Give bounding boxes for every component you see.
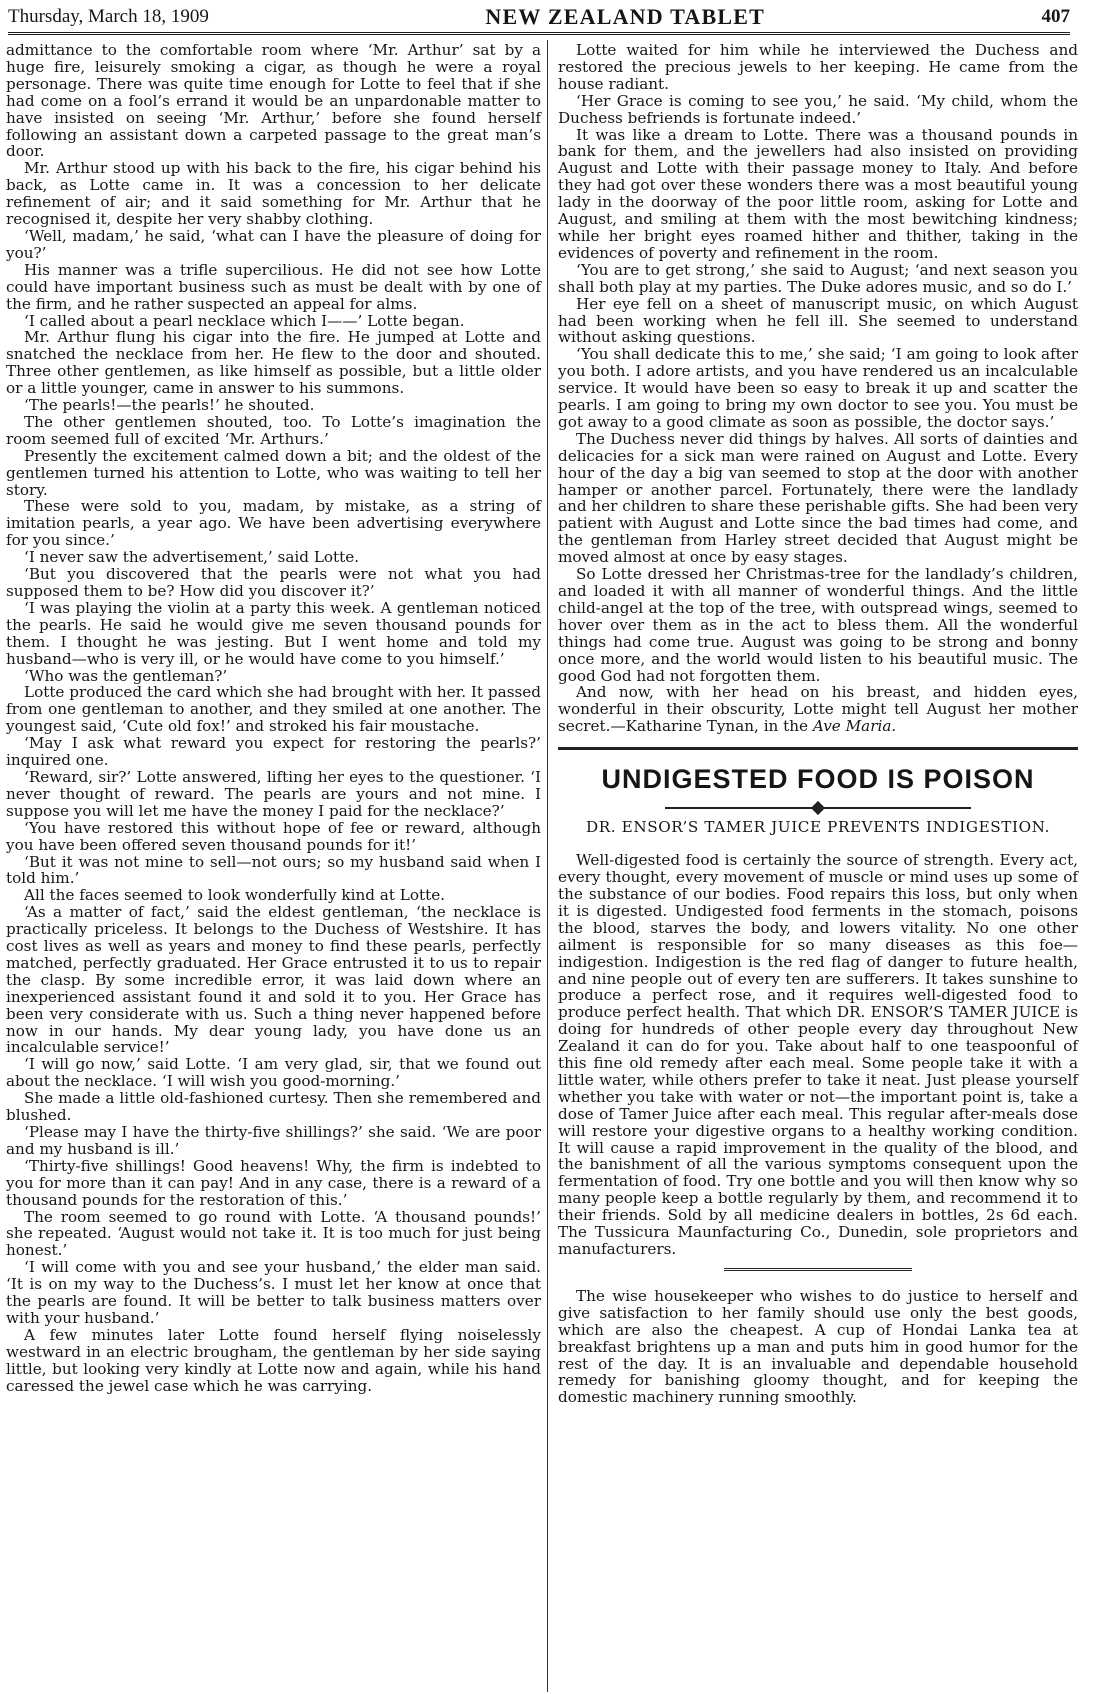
section-divider [724, 1268, 912, 1274]
story-paragraph: These were sold to you, madam, by mistake, as a string of imitation pearls, a year ago. We have been advertising everywhere for you since.’ [6, 497, 541, 550]
story-paragraph: Mr. Arthur stood up with his back to the fire, his cigar behind his back, as Lotte came in. It was a concession to her delicate refinement of air; and it said something for Mr. Arthur that he recognised it, despite her very shabby clothing. [6, 159, 541, 229]
story-paragraph: admittance to the comfortable room where ‘Mr. Arthur’ sat by a huge fire, leisurely smoking a cigar, as though he were a royal personage. There was quite time enough for Lotte to feel that if she had come on a fool’s errand it would be an unpardonable matter to have insisted on seeing ‘Mr. Arthur,’ before she found herself following an assistant down a carpeted passage to the great man’s door. [6, 41, 541, 161]
story-paragraph: All the faces seemed to look wonderfully kind at Lotte. [24, 886, 446, 905]
story-paragraph: It was like a dream to Lotte. There was a thousand pounds in bank for them, and the jewellers had also insisted on providing August and Lotte with their passage money to Italy. And before they had got over these wonders there was a most beautiful young lady in the doorway of the poor little room, asking for Lotte and August, and smiling at them with the most bewitching kindness; while her bright eyes roamed hither and thither, taking in the evidences of poverty and refinement in the room. [558, 125, 1078, 262]
story-paragraph: ‘May I ask what reward you expect for restoring the pearls?’ inquired one. [6, 734, 541, 770]
story-paragraph: Lotte waited for him while he interviewed the Duchess and restored the precious jewels to her keeping. He came from the house radiant. [558, 41, 1078, 93]
story-paragraph: ‘You are to get strong,’ she said to August; ‘and next season you shall both play at my parties. The Duke adores music, and so do I.’ [558, 260, 1078, 296]
story-paragraph: Lotte produced the card which she had brought with her. It passed from one gentleman to another, and they smiled at one another. The youngest said, ‘Cute old fox!’ and stroked his fair moustache. [6, 683, 541, 736]
rule-line [665, 807, 815, 809]
story-closing-paragraph [558, 684, 1078, 735]
story-paragraph: The room seemed to go round with Lotte. ‘A thousand pounds!’ she repeated. ‘August would not take it. It is too much for just being honest.’ [6, 1207, 541, 1260]
story-paragraph: ‘Well, madam,’ he said, ‘what can I have the pleasure of doing for you?’ [6, 226, 541, 262]
newspaper-title: NEW ZEALAND TABLET [485, 4, 765, 29]
story-paragraph: ‘I will come with you and see your husband,’ the elder man said. ‘It is on my way to the Duchess’s. I must let her know at once that the pearls are found. It will be better to talk business matters over with your husband.’ [6, 1258, 541, 1327]
right-column [558, 42, 1078, 1406]
story-paragraph: ‘Thirty-five shillings! Good heavens! Why, the firm is indebted to you for more than it can pay! And in any case, there is a reward of a thousand pounds for the restoration of this.’ [6, 1156, 541, 1209]
page-number: 407 [1041, 6, 1070, 27]
story-paragraph: ‘Who was the gentleman?’ [24, 666, 228, 685]
story-paragraph: ‘I never saw the advertisement,’ said Lotte. [24, 548, 360, 567]
story-paragraph: Mr. Arthur flung his cigar into the fire. He jumped at Lotte and snatched the necklace from her. He flew to the door and shouted. Three other gentlemen, as like himself as possible, but a little older or a little younger, came in answer to his summons. [6, 328, 541, 398]
story-paragraph: ‘The pearls!—the pearls!’ he shouted. [24, 396, 315, 415]
story-paragraph: A few minutes later Lotte found herself flying noiselessly westward in an electric brougham, the gentleman by her side saying little, but looking very kindly at Lotte now and again, while his hand caressed the jewel case which he was carrying. [6, 1325, 541, 1395]
advert-body: Well-digested food is certainly the source of strength. Every act, every thought, every movement of muscle or mind uses up some of the substance of our bodies. Food repairs this loss, but only when it is digested. Undigested food ferments in the stomach, poisons the blood, starves the body, and lowers vitality. No one other ailment is responsible for so many diseases as this foe—indigestion. Indigestion is the red flag of danger to future health, and nine people out of every ten are sufferers. It takes sunshine to produce a perfect rose, and it requires well-digested food to produce perfect health. That which DR. ENSOR’S TAMER JUICE is doing for hundreds of other people every day throughout New Zealand it can do for you. Take about half to one teaspoonful of this fine old remedy after each meal. Some people take it with a little water, while others prefer to take it neat. Just please yourself whether you take with water or not—the important point is, take a dose of Tamer Juice after each meal. This regular after-meals dose will restore your digestive organs to a healthy working condition. It will cause a rapid improvement in the quality of the blood, and the banishment of all the various symptoms consequent upon the fermentation of food. Try one bottle and you will then know why so many people keep a bottle regularly by them, and recommend it to their friends. Sold by all medicine dealers in bottles, 2s 6d each. The Tussicura Maunfacturing Co., Dunedin, sole proprietors and manufacturers. [558, 851, 1078, 1258]
rule-line [821, 807, 971, 809]
story-paragraph: ‘You shall dedicate this to me,’ she said; ‘I am going to look after you both. I adore artists, and you have rendered us an incalculable service. It would have been so easy to break it up and scatter the pearls. I am going to bring my own doctor to see you. You must be got away to a good climate as soon as possible, the doctor says.’ [558, 345, 1078, 431]
story-paragraph: ‘I was playing the violin at a party this week. A gentleman noticed the pearls. He said he would give me seven thousand pounds for them. I thought he was jesting. But I went home and told my husband—who is very ill, or he would have come to you himself.’ [6, 598, 541, 668]
story-closing-text: And now, with her head on his breast, and hidden eyes, wonderful in their obscurity, Lotte might tell August her mother secret.—Katharine Tynan, in the [558, 683, 1078, 736]
advert-headline: UNDIGESTED FOOD IS POISON [558, 747, 1078, 795]
story-paragraph: She made a little old-fashioned curtesy. Then she remembered and blushed. [6, 1089, 541, 1125]
story-paragraph: ‘Reward, sir?’ Lotte answered, lifting her eyes to the questioner. ‘I never thought of reward. The pearls are yours and not mine. I suppose you will let me have the money I paid for the necklace?’ [6, 767, 541, 820]
diamond-ornament-icon [811, 801, 825, 815]
story-paragraph: The other gentlemen shouted, too. To Lotte’s imagination the room seemed full of excited ‘Mr. Arthurs.’ [6, 412, 541, 448]
story-paragraph: ‘But it was not mine to sell—not ours; so my husband said when I told him.’ [6, 852, 541, 888]
story-source: Ave Maria. [812, 717, 897, 736]
issue-date: Thursday, March 18, 1909 [8, 6, 209, 27]
story-paragraph: ‘But you discovered that the pearls were not what you had supposed them to be? How did you discover it?’ [6, 565, 541, 600]
masthead [8, 2, 1070, 35]
story-paragraph: His manner was a trifle supercilious. He did not see how Lotte could have important business such as must be dealt with by one of the firm, and he rather suspected an appeal for alms. [6, 260, 541, 313]
left-column [6, 42, 541, 1395]
story-paragraph: ‘As a matter of fact,’ said the eldest gentleman, ‘the necklace is practically priceless. It belongs to the Duchess of Westshire. It has cost lives as well as years and money to find these pearls, perfectly matched, perfectly graduated. Her Grace entrusted it to us to repair the clasp. By some incredible error, it was laid down where an inexperienced assistant found it and sold it to you. Her Grace has been very considerate with us. Such a thing never happened before now in our hands. My dear young lady, you have done us an incalculable service!’ [6, 903, 541, 1057]
tea-note-paragraph: The wise housekeeper who wishes to do justice to herself and give satisfaction to her family should use only the best goods, which are also the cheapest. A cup of Hondai Lanka tea at breakfast brightens up a man and puts him in good humor for the rest of the day. It is an invaluable and dependable household remedy for banishing gloomy thought, and for keeping the domestic machinery running smoothly. [558, 1286, 1078, 1407]
story-paragraph: The Duchess never did things by halves. All sorts of dainties and delicacies for a sick man were rained on August and Lotte. Every hour of the day a big van seemed to stop at the door with another hamper or another parcel. Fortunately, there were the landlady and her children to share these perishable gifts. She had been very patient with August and Lotte since the bad times had come, and the gentleman from Harley street decided that August might be moved almost at once by easy stages. [558, 429, 1078, 567]
column-divider [547, 40, 548, 1692]
story-paragraph: Her eye fell on a sheet of manuscript music, on which August had been working when he fell ill. She seemed to understand without asking questions. [558, 294, 1078, 347]
story-paragraph: ‘You have restored this without hope of fee or reward, although you have been offered seven thousand pounds for it!’ [6, 818, 541, 854]
story-paragraph: ‘Her Grace is coming to see you,’ he said. ‘My child, whom the Duchess befriends is fortunate indeed.’ [558, 91, 1078, 127]
advert-subhead: DR. ENSOR’S TAMER JUICE PREVENTS INDIGESTION. [585, 818, 1050, 837]
story-paragraph: So Lotte dressed her Christmas-tree for the landlady’s children, and loaded it with all manner of wonderful things. And the little child-angel at the top of the tree, with outspread wings, seemed to hover over them as in the act to bless them. All the wonderful things had come true. August was going to be strong and bonny once more, and the world would listen to his beautiful music. The good God had not forgotten them. [558, 565, 1078, 685]
story-paragraph: ‘I will go now,’ said Lotte. ‘I am very glad, sir, that we found out about the necklace. ‘I will wish you good-morning.’ [6, 1055, 541, 1091]
story-paragraph: ‘I called about a pearl necklace which I——’ Lotte began. [24, 311, 465, 330]
story-paragraph: ‘Please may I have the thirty-five shillings?’ she said. ‘We are poor and my husband is ill.’ [6, 1123, 541, 1158]
story-paragraph: Presently the excitement calmed down a bit; and the oldest of the gentlemen turned his attention to Lotte, who was waiting to tell her story. [6, 446, 541, 499]
ornamental-rule [558, 803, 1078, 813]
